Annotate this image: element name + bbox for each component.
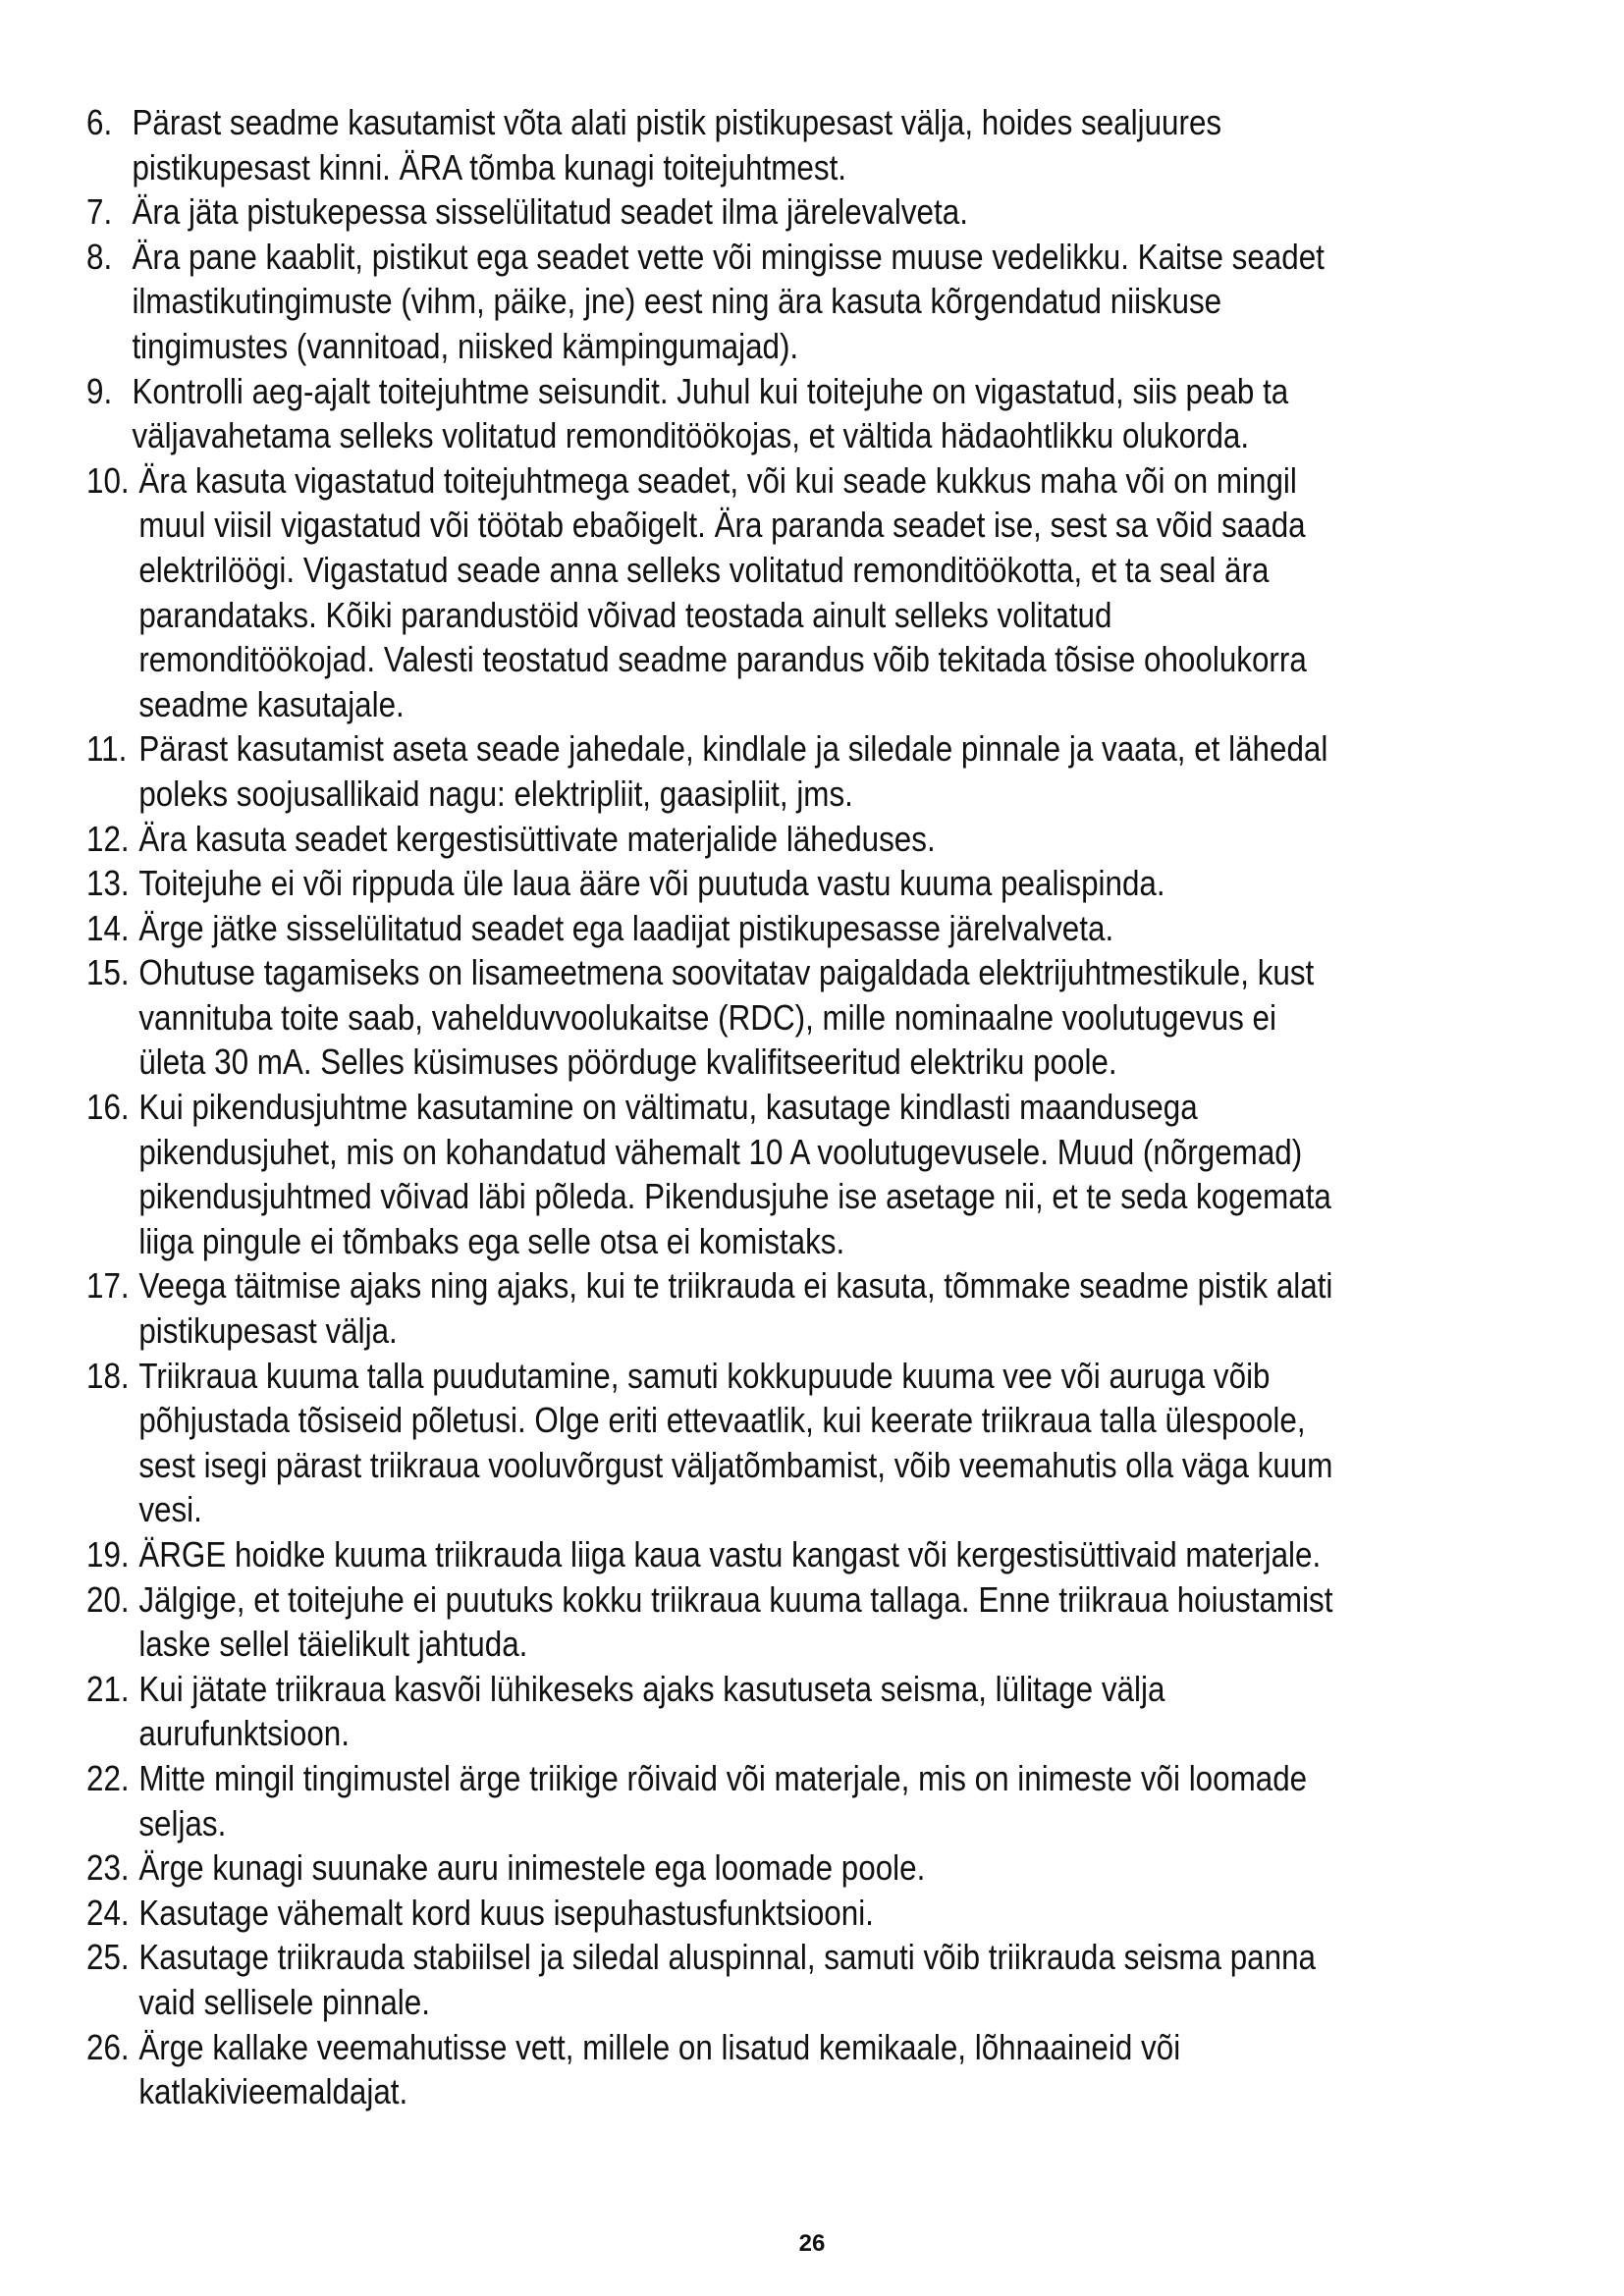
list-item xyxy=(86,817,1555,862)
item-text-line: tingimustes (vannitoad, niisked kämpingumajad). xyxy=(132,325,799,366)
item-text xyxy=(138,1354,1555,1532)
item-number: 21. xyxy=(86,1668,130,1709)
item-text-line: parandataks. Kõiki parandustöid võivad teostada ainult selleks volitatud xyxy=(138,594,1112,635)
item-number: 24. xyxy=(86,1892,130,1933)
item-text-line: Ärge kunagi suunake auru inimestele ega loomade poole. xyxy=(138,1847,926,1889)
item-text-line: laske sellel täielikult jahtuda. xyxy=(138,1624,528,1665)
item-number: 7. xyxy=(86,191,113,233)
item-text-line: muul viisil vigastatud või töötab ebaõigelt. Ära paranda seadet ise, sest sa võid saada xyxy=(138,505,1306,546)
item-text xyxy=(138,950,1555,1085)
item-number: 16. xyxy=(86,1087,130,1128)
list-item xyxy=(86,1756,1555,1845)
item-text-line: ÄRGE hoidke kuuma triikrauda liiga kaua vastu kangast või kergestisüttivaid materjale. xyxy=(138,1534,1322,1575)
list-item xyxy=(86,906,1555,951)
item-text-line: vesi. xyxy=(138,1489,202,1530)
item-text-line: sest isegi pärast triikraua vooluvõrgust väljatõmbamist, võib veemahutis olla väga kuum xyxy=(138,1444,1333,1485)
list-item xyxy=(86,235,1555,369)
item-text xyxy=(132,100,1555,189)
list-item xyxy=(86,2025,1555,2114)
list-item xyxy=(86,189,1555,235)
item-text xyxy=(132,235,1555,369)
item-number: 6. xyxy=(86,102,113,142)
item-text xyxy=(132,369,1555,458)
item-text-line: Jälgige, et toitejuhe ei puutuks kokku triikraua kuuma tallaga. Enne triikraua hoiustamist xyxy=(138,1578,1333,1620)
item-text-line: põhjustada tõsiseid põletusi. Olge eriti ettevaatlik, kui keerate triikraua talla ülespoole, xyxy=(138,1400,1306,1441)
item-text xyxy=(138,1085,1555,1263)
list-item xyxy=(86,1935,1555,2024)
item-text xyxy=(138,726,1555,816)
item-number: 18. xyxy=(86,1355,130,1396)
list-item xyxy=(86,1263,1555,1353)
item-number: 13. xyxy=(86,863,130,904)
list-item xyxy=(86,726,1555,816)
item-number: 23. xyxy=(86,1847,130,1889)
item-text-line: pikendusjuhet, mis on kohandatud vähemalt 10 A voolutugevusele. Muud (nõrgemad) xyxy=(138,1131,1303,1172)
item-text-line: poleks soojusallikaid nagu: elektripliit, gaasipliit, jms. xyxy=(138,773,853,814)
list-item xyxy=(86,1577,1555,1667)
list-item xyxy=(86,458,1555,727)
list-item xyxy=(86,861,1555,906)
item-number: 20. xyxy=(86,1578,130,1620)
item-number: 8. xyxy=(86,236,113,277)
item-text-line: Ära jäta pistukepessa sisselülitatud seadet ilma järelevalveta. xyxy=(132,191,968,233)
item-text-line: pikendusjuhtmed võivad läbi põleda. Pikendusjuhe ise asetage nii, et te seda kogemata xyxy=(138,1176,1331,1217)
item-text-line: pistikupesast kinni. ÄRA tõmba kunagi toitejuhtmest. xyxy=(132,146,847,187)
list-item xyxy=(86,100,1555,189)
page-number: 26 xyxy=(798,2230,826,2257)
item-text-line: vannituba toite saab, vahelduvvoolukaitse (RDC), mille nominaalne voolutugevus ei xyxy=(138,996,1276,1038)
item-number: 10. xyxy=(86,459,130,501)
item-number: 19. xyxy=(86,1534,130,1575)
item-text-line: Mitte mingil tingimustel ärge triikige rõivaid või materjale, mis on inimeste või loomade xyxy=(138,1757,1308,1798)
list-item xyxy=(86,950,1555,1085)
item-text-line: vaid sellisele pinnale. xyxy=(138,1981,430,2022)
item-text-line: Veega täitmise ajaks ning ajaks, kui te triikrauda ei kasuta, tõmmake seadme pistik alati xyxy=(138,1265,1333,1307)
safety-instructions-list xyxy=(86,100,1559,2114)
item-text-line: väljavahetama selleks volitatud remonditöökojas, et vältida hädaohtlikku olukorda. xyxy=(132,415,1250,456)
item-text-line: Ohutuse tagamiseks on lisameetmena soovitatav paigaldada elektrijuhtmestikule, kust xyxy=(138,952,1315,993)
item-text-line: Kasutage vähemalt kord kuus isepuhastusfunktsiooni. xyxy=(138,1892,874,1933)
list-item xyxy=(86,1667,1555,1756)
item-text xyxy=(138,861,1555,906)
list-item xyxy=(86,1354,1555,1532)
item-text xyxy=(138,1532,1555,1577)
item-text-line: ületa 30 mA. Selles küsimuses pöörduge kvalifitseeritud elektriku poole. xyxy=(138,1041,1117,1083)
item-text-line: Toitejuhe ei või rippuda üle laua ääre või puutuda vastu kuuma pealispinda. xyxy=(138,863,1165,904)
item-number: 11. xyxy=(86,728,128,770)
item-text-line: Ära kasuta seadet kergestisüttivate materjalide läheduses. xyxy=(138,818,936,859)
item-number: 17. xyxy=(86,1265,130,1307)
item-text-line: Kasutage triikrauda stabiilsel ja siledal aluspinnal, samuti võib triikrauda seisma panna xyxy=(138,1937,1317,1978)
list-item xyxy=(86,369,1555,458)
item-text-line: liiga pingule ei tõmbaks ega selle otsa ei komistaks. xyxy=(138,1220,845,1261)
item-text-line: Kui pikendusjuhtme kasutamine on vältimatu, kasutage kindlasti maandusega xyxy=(138,1087,1198,1128)
item-text-line: Pärast kasutamist aseta seade jahedale, kindlale ja siledale pinnale ja vaata, et lähedal xyxy=(138,728,1328,770)
item-text xyxy=(138,1577,1555,1667)
item-text xyxy=(138,906,1555,951)
item-number: 22. xyxy=(86,1757,130,1798)
item-number: 25. xyxy=(86,1937,130,1978)
item-text xyxy=(138,1756,1555,1845)
item-number: 15. xyxy=(86,952,130,993)
item-text-line: ilmastikutingimuste (vihm, päike, jne) eest ning ära kasuta kõrgendatud niiskuse xyxy=(132,281,1222,322)
item-text-line: Kontrolli aeg-ajalt toitejuhtme seisundit. Juhul kui toitejuhe on vigastatud, siis peab ta xyxy=(132,370,1289,411)
list-item xyxy=(86,1891,1555,1936)
item-text xyxy=(138,1667,1555,1756)
item-text xyxy=(138,1891,1555,1936)
item-number: 12. xyxy=(86,818,130,859)
list-item xyxy=(86,1085,1555,1263)
item-text-line: elektrilöögi. Vigastatud seade anna selleks volitatud remonditöökotta, et ta seal ära xyxy=(138,549,1270,590)
item-text xyxy=(138,1845,1555,1891)
list-item xyxy=(86,1532,1555,1577)
item-text-line: Ärge jätke sisselülitatud seadet ega laadijat pistikupesasse järelvalveta. xyxy=(138,907,1114,948)
item-text xyxy=(138,2025,1555,2114)
item-text-line: Ärge kallake veemahutisse vett, millele on lisatud kemikaale, lõhnaaineid või xyxy=(138,2026,1181,2067)
item-text-line: seadme kasutajale. xyxy=(138,683,405,724)
item-text-line: pistikupesast välja. xyxy=(138,1310,398,1352)
item-text-line: aurufunktsioon. xyxy=(138,1713,350,1754)
item-text-line: Triikraua kuuma talla puudutamine, samuti kokkupuude kuuma vee või auruga võib xyxy=(138,1355,1271,1396)
list-item xyxy=(86,1845,1555,1891)
item-text xyxy=(138,1935,1555,2024)
item-text xyxy=(138,458,1555,727)
item-text-line: katlakivieemaldajat. xyxy=(138,2071,408,2112)
item-number: 9. xyxy=(86,370,113,411)
item-text-line: Kui jätate triikraua kasvõi lühikeseks ajaks kasutuseta seisma, lülitage välja xyxy=(138,1668,1165,1709)
item-text xyxy=(138,1263,1555,1353)
item-text-line: Ära pane kaablit, pistikut ega seadet vette või mingisse muuse vedelikku. Kaitse seadet xyxy=(132,236,1325,277)
item-text xyxy=(138,817,1555,862)
item-text-line: seljas. xyxy=(138,1802,227,1843)
item-number: 14. xyxy=(86,907,130,948)
item-number: 26. xyxy=(86,2026,130,2067)
item-text-line: Pärast seadme kasutamist võta alati pistik pistikupesast välja, hoides sealjuures xyxy=(132,102,1222,142)
item-text-line: remonditöökojad. Valesti teostatud seadme parandus võib tekitada tõsise ohoolukorra xyxy=(138,639,1307,680)
item-text xyxy=(132,189,1555,235)
item-text-line: Ära kasuta vigastatud toitejuhtmega seadet, või kui seade kukkus maha või on mingil xyxy=(138,459,1297,501)
